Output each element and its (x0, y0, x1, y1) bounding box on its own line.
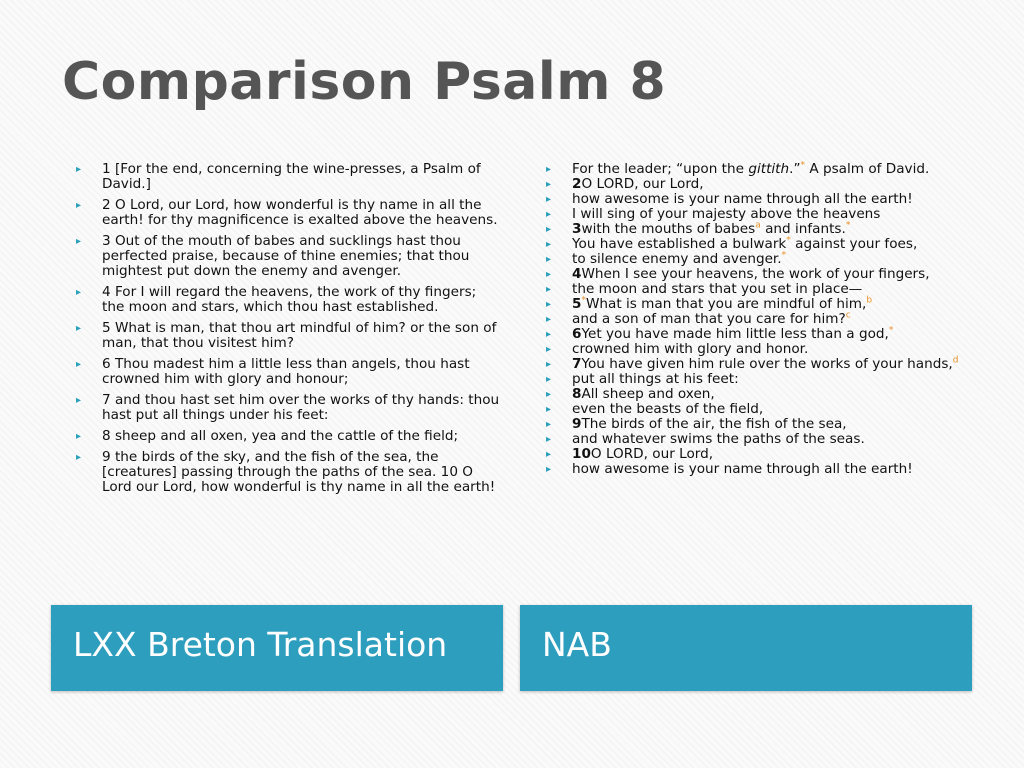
bullet-arrow-icon: ▸ (546, 434, 552, 445)
footnote-marker: d (952, 355, 959, 366)
verse-number: 9 (572, 416, 582, 432)
bullet-arrow-icon: ▸ (546, 344, 552, 355)
verse-text: 9 the birds of the sky, and the fish of the sea, the [creatures] passing through the paths of the sea. 10 O Lord our Lord, how wonderful is thy name in all the earth! (102, 449, 496, 495)
bullet-arrow-icon: ▸ (546, 164, 552, 175)
verse-segment: and a son of man that you care for him? (572, 311, 846, 327)
verse-text (572, 206, 880, 222)
lxx-label: LXX Breton Translation (73, 625, 448, 664)
verse-text (572, 191, 913, 207)
list-item (76, 162, 501, 192)
list-item (76, 357, 501, 387)
footnote-marker: a (755, 220, 761, 231)
verse-segment: put all things at his feet: (572, 371, 739, 387)
verse-text (572, 176, 704, 192)
list-item (546, 462, 986, 477)
verse-text (572, 281, 862, 297)
footnote-marker: * (781, 250, 787, 261)
bullet-arrow-icon: ▸ (76, 200, 82, 211)
verse-text (572, 446, 713, 462)
verse-segment: crowned him with glory and honor. (572, 341, 809, 357)
verse-segment: with the mouths of babes (581, 221, 756, 237)
list-item (76, 234, 501, 279)
list-item (546, 432, 986, 447)
list-item (546, 192, 986, 207)
verse-text: 4 For I will regard the heavens, the work of thy fingers; the moon and stars, which thou hast established. (102, 284, 477, 315)
nab-verse-list (546, 162, 986, 477)
bullet-arrow-icon: ▸ (546, 329, 552, 340)
verse-segment: The birds of the air, the fish of the sea, (581, 416, 847, 432)
list-item (546, 327, 986, 342)
verse-text (572, 416, 847, 432)
verse-segment: For the leader; “upon the (572, 161, 749, 177)
verse-segment: When I see your heavens, the work of your fingers, (581, 266, 930, 282)
bullet-arrow-icon: ▸ (76, 323, 82, 334)
bullet-arrow-icon: ▸ (546, 389, 552, 400)
verse-segment: All sheep and oxen, (581, 386, 715, 402)
list-item (546, 267, 986, 282)
verse-text: 6 Thou madest him a little less than angels, thou hast crowned him with glory and honour; (102, 356, 470, 387)
list-item (546, 207, 986, 222)
verse-text: 2 O Lord, our Lord, how wonderful is thy name in all the earth! for thy magnificence is exalted above the heavens. (102, 197, 498, 228)
list-item (546, 297, 986, 312)
verse-segment: O LORD, our Lord, (581, 176, 704, 192)
verse-segment: You have established a bulwark (572, 236, 787, 252)
verse-text (572, 251, 786, 267)
nab-label-box (520, 605, 972, 691)
lxx-verse-list (76, 162, 501, 495)
footnote-marker: * (845, 220, 851, 231)
verse-text (572, 221, 850, 237)
verse-segment: O LORD, our Lord, (590, 446, 714, 462)
bullet-arrow-icon: ▸ (546, 224, 552, 235)
lxx-text-column (76, 162, 501, 501)
verse-segment: how awesome is your name through all the earth! (572, 461, 913, 477)
list-item (546, 387, 986, 402)
nab-text-column (546, 162, 986, 477)
bullet-arrow-icon: ▸ (546, 284, 552, 295)
verse-segment: to silence enemy and avenger. (572, 251, 782, 267)
verse-text (572, 461, 913, 477)
verse-text (572, 341, 808, 357)
verse-text (572, 386, 715, 402)
verse-number: 2 (572, 176, 582, 192)
verse-text (572, 326, 893, 342)
verse-text (572, 371, 739, 387)
verse-segment: even the beasts of the field, (572, 401, 764, 417)
footnote-marker: * (581, 295, 586, 306)
bullet-arrow-icon: ▸ (76, 359, 82, 370)
bullet-arrow-icon: ▸ (546, 449, 552, 460)
bullet-arrow-icon: ▸ (546, 299, 552, 310)
bullet-arrow-icon: ▸ (546, 359, 552, 370)
list-item (546, 237, 986, 252)
verse-text: 5 What is man, that thou art mindful of him? or the son of man, that thou visitest him? (102, 320, 497, 351)
list-item (546, 177, 986, 192)
list-item (546, 162, 986, 177)
verse-segment: I will sing of your majesty above the heavens (572, 206, 881, 222)
verse-text (572, 266, 930, 282)
bullet-arrow-icon: ▸ (546, 179, 552, 190)
verse-text (572, 356, 958, 372)
verse-text: 1 [For the end, concerning the wine-presses, a Psalm of David.] (102, 161, 481, 192)
list-item (546, 402, 986, 417)
verse-segment: the moon and stars that you set in place— (572, 281, 863, 297)
verse-segment: You have given him rule over the works of your hands, (581, 356, 953, 372)
bullet-arrow-icon: ▸ (546, 464, 552, 475)
verse-number: 3 (572, 221, 582, 237)
list-item (546, 282, 986, 297)
verse-segment: against your foes, (790, 236, 918, 252)
verse-text: 8 sheep and all oxen, yea and the cattle of the field; (102, 428, 459, 444)
bullet-arrow-icon: ▸ (76, 395, 82, 406)
verse-italic: gittith (748, 161, 790, 177)
verse-text (572, 296, 872, 312)
list-item (76, 198, 501, 228)
list-item (546, 417, 986, 432)
bullet-arrow-icon: ▸ (76, 236, 82, 247)
list-item (76, 321, 501, 351)
list-item (546, 372, 986, 387)
verse-number: 4 (572, 266, 582, 282)
verse-segment: and whatever swims the paths of the seas. (572, 431, 865, 447)
bullet-arrow-icon: ▸ (546, 314, 552, 325)
list-item (76, 429, 501, 444)
verse-text (572, 236, 917, 252)
page-title: Comparison Psalm 8 (62, 52, 667, 112)
lxx-label-box (51, 605, 503, 691)
nab-label: NAB (542, 625, 612, 664)
bullet-arrow-icon: ▸ (546, 254, 552, 265)
verse-segment: .” (789, 161, 801, 177)
bullet-arrow-icon: ▸ (546, 269, 552, 280)
bullet-arrow-icon: ▸ (76, 164, 82, 175)
verse-text (572, 161, 929, 177)
verse-text (572, 311, 851, 327)
verse-number: 10 (572, 446, 591, 462)
bullet-arrow-icon: ▸ (546, 209, 552, 220)
verse-number: 5 (572, 296, 582, 312)
list-item (546, 252, 986, 267)
bullet-arrow-icon: ▸ (76, 452, 82, 463)
list-item (546, 312, 986, 327)
verse-segment: Yet you have made him little less than a god, (581, 326, 889, 342)
verse-segment: A psalm of David. (805, 161, 930, 177)
footnote-marker: b (866, 295, 873, 306)
footnote-marker: c (845, 310, 851, 321)
bullet-arrow-icon: ▸ (546, 404, 552, 415)
bullet-arrow-icon: ▸ (546, 374, 552, 385)
bullet-arrow-icon: ▸ (546, 194, 552, 205)
list-item (546, 222, 986, 237)
verse-text (572, 431, 865, 447)
verse-number: 8 (572, 386, 582, 402)
footnote-marker: * (786, 235, 791, 246)
verse-number: 6 (572, 326, 582, 342)
bullet-arrow-icon: ▸ (546, 239, 552, 250)
list-item (546, 357, 986, 372)
verse-number: 7 (572, 356, 582, 372)
list-item (546, 447, 986, 462)
bullet-arrow-icon: ▸ (76, 287, 82, 298)
list-item (76, 450, 501, 495)
verse-segment: and infants. (760, 221, 846, 237)
bullet-arrow-icon: ▸ (76, 431, 82, 442)
footnote-marker: * (888, 325, 894, 336)
bullet-arrow-icon: ▸ (546, 419, 552, 430)
list-item (546, 342, 986, 357)
verse-text: 3 Out of the mouth of babes and sucklings hast thou perfected praise, because of thine enemies; that thou mightest put down the enemy and avenger. (102, 233, 470, 279)
verse-text (572, 401, 763, 417)
list-item (76, 285, 501, 315)
footnote-marker: * (800, 160, 805, 171)
list-item (76, 393, 501, 423)
verse-text: 7 and thou hast set him over the works of thy hands: thou hast put all things under his feet: (102, 392, 500, 423)
verse-segment: What is man that you are mindful of him, (585, 296, 867, 312)
verse-segment: how awesome is your name through all the earth! (572, 191, 913, 207)
